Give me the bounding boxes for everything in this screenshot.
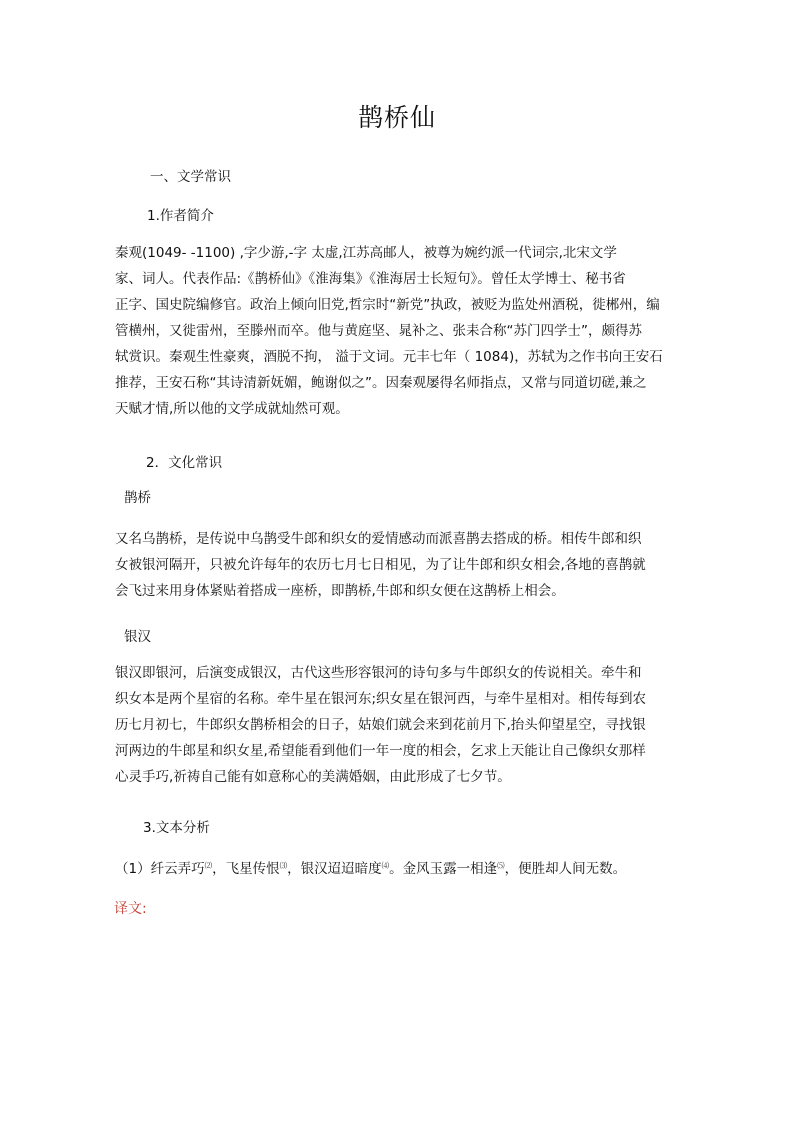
- author-paragraph: [115, 240, 689, 422]
- yinhan-line: 历七月初七，牛郎织女鹊桥相会的日子，姑娘们就会来到花前月下,抬头仰望星空，寻找银: [115, 717, 646, 733]
- author-line: 秦观(1049- -1100) ,字少游,-字 太虚,江苏高邮人，被尊为婉约派一代词宗,北宋文学: [115, 245, 617, 261]
- author-line: 推荐，王安石称“其诗清新妩媚，鲍谢似之”。因秦观屡得名师指点，又常与同道切磋,兼之: [115, 375, 647, 391]
- section-heading-literary-knowledge: 一、文学常识: [150, 169, 231, 185]
- section-heading-text-analysis: 3.文本分析: [143, 820, 210, 836]
- yinhan-line: 心灵手巧,祈祷自己能有如意称心的美满婚姻，由此形成了七夕节。: [115, 769, 511, 785]
- verse-line: [115, 856, 626, 879]
- footnote-marker: ⑵: [204, 861, 213, 870]
- yinhan-line: 银汉即银河，后演变成银汉，古代这些形容银河的诗句多与牛郎织女的传说相关。牵牛和: [115, 665, 642, 681]
- section-heading-cultural-knowledge: 2．文化常识: [146, 455, 223, 471]
- yinhan-line: 织女本是两个星宿的名称。牵牛星在银河东;织女星在银河西，与牵牛星相对。相传每到农: [115, 691, 647, 707]
- section-heading-author-intro: 1.作者简介: [147, 208, 214, 224]
- verse-part: 。金风玉露一相逢: [389, 861, 498, 877]
- verse-part: （1）纤云弄巧: [115, 861, 205, 877]
- footnote-marker: ⑸: [497, 861, 505, 870]
- page-title: 鹊桥仙: [357, 103, 436, 132]
- yinhan-line: 河两边的牛郎星和织女星,希望能看到他们一年一度的相会，乞求上天能让自己像织女那样: [115, 743, 646, 759]
- footnote-marker: ⑷: [381, 861, 390, 870]
- verse-part: ，银汉迢迢暗度: [287, 861, 382, 877]
- queqiao-paragraph: [115, 526, 689, 604]
- translation-label: 译文:: [114, 901, 147, 917]
- verse-part: ，便胜却人间无数。: [504, 861, 627, 877]
- subheading-queqiao: 鹊桥: [124, 490, 151, 506]
- author-line: 家、词人。代表作品:《鹊桥仙》《淮海集》《淮海居士长短句》。曾任太学博士、秘书省: [115, 271, 626, 287]
- queqiao-line: 女被银河隔开，只被允许每年的农历七月七日相见，为了让牛郎和织女相会,各地的喜鹊就: [115, 557, 646, 573]
- author-line: 管横州，又徙雷州，至滕州而卒。他与黄庭坚、晁补之、张耒合称“苏门四学士”，颇得苏: [115, 323, 642, 339]
- author-line: 天赋才情,所以他的文学成就灿然可观。: [115, 401, 349, 417]
- author-line: 正字、国史院编修官。政治上倾向旧党,哲宗时“新党”执政，被贬为监处州酒税，徙郴州，编: [115, 297, 660, 313]
- author-line: 轼赏识。秦观生性豪爽，酒脱不拘， 溢于文词。元丰七年（ 1084)，苏轼为之作书向王安石: [115, 349, 663, 365]
- subheading-yinhan: 银汉: [124, 629, 151, 645]
- queqiao-line: 会飞过来用身体紧贴着搭成一座桥，即鹊桥,牛郎和织女便在这鹊桥上相会。: [115, 583, 565, 599]
- verse-part: ，飞星传恨: [212, 861, 280, 877]
- yinhan-paragraph: [115, 660, 689, 790]
- queqiao-line: 又名乌鹊桥，是传说中乌鹊受牛郎和织女的爱情感动而派喜鹊去搭成的桥。相传牛郎和织: [115, 531, 642, 547]
- footnote-marker: ⑶: [279, 861, 288, 870]
